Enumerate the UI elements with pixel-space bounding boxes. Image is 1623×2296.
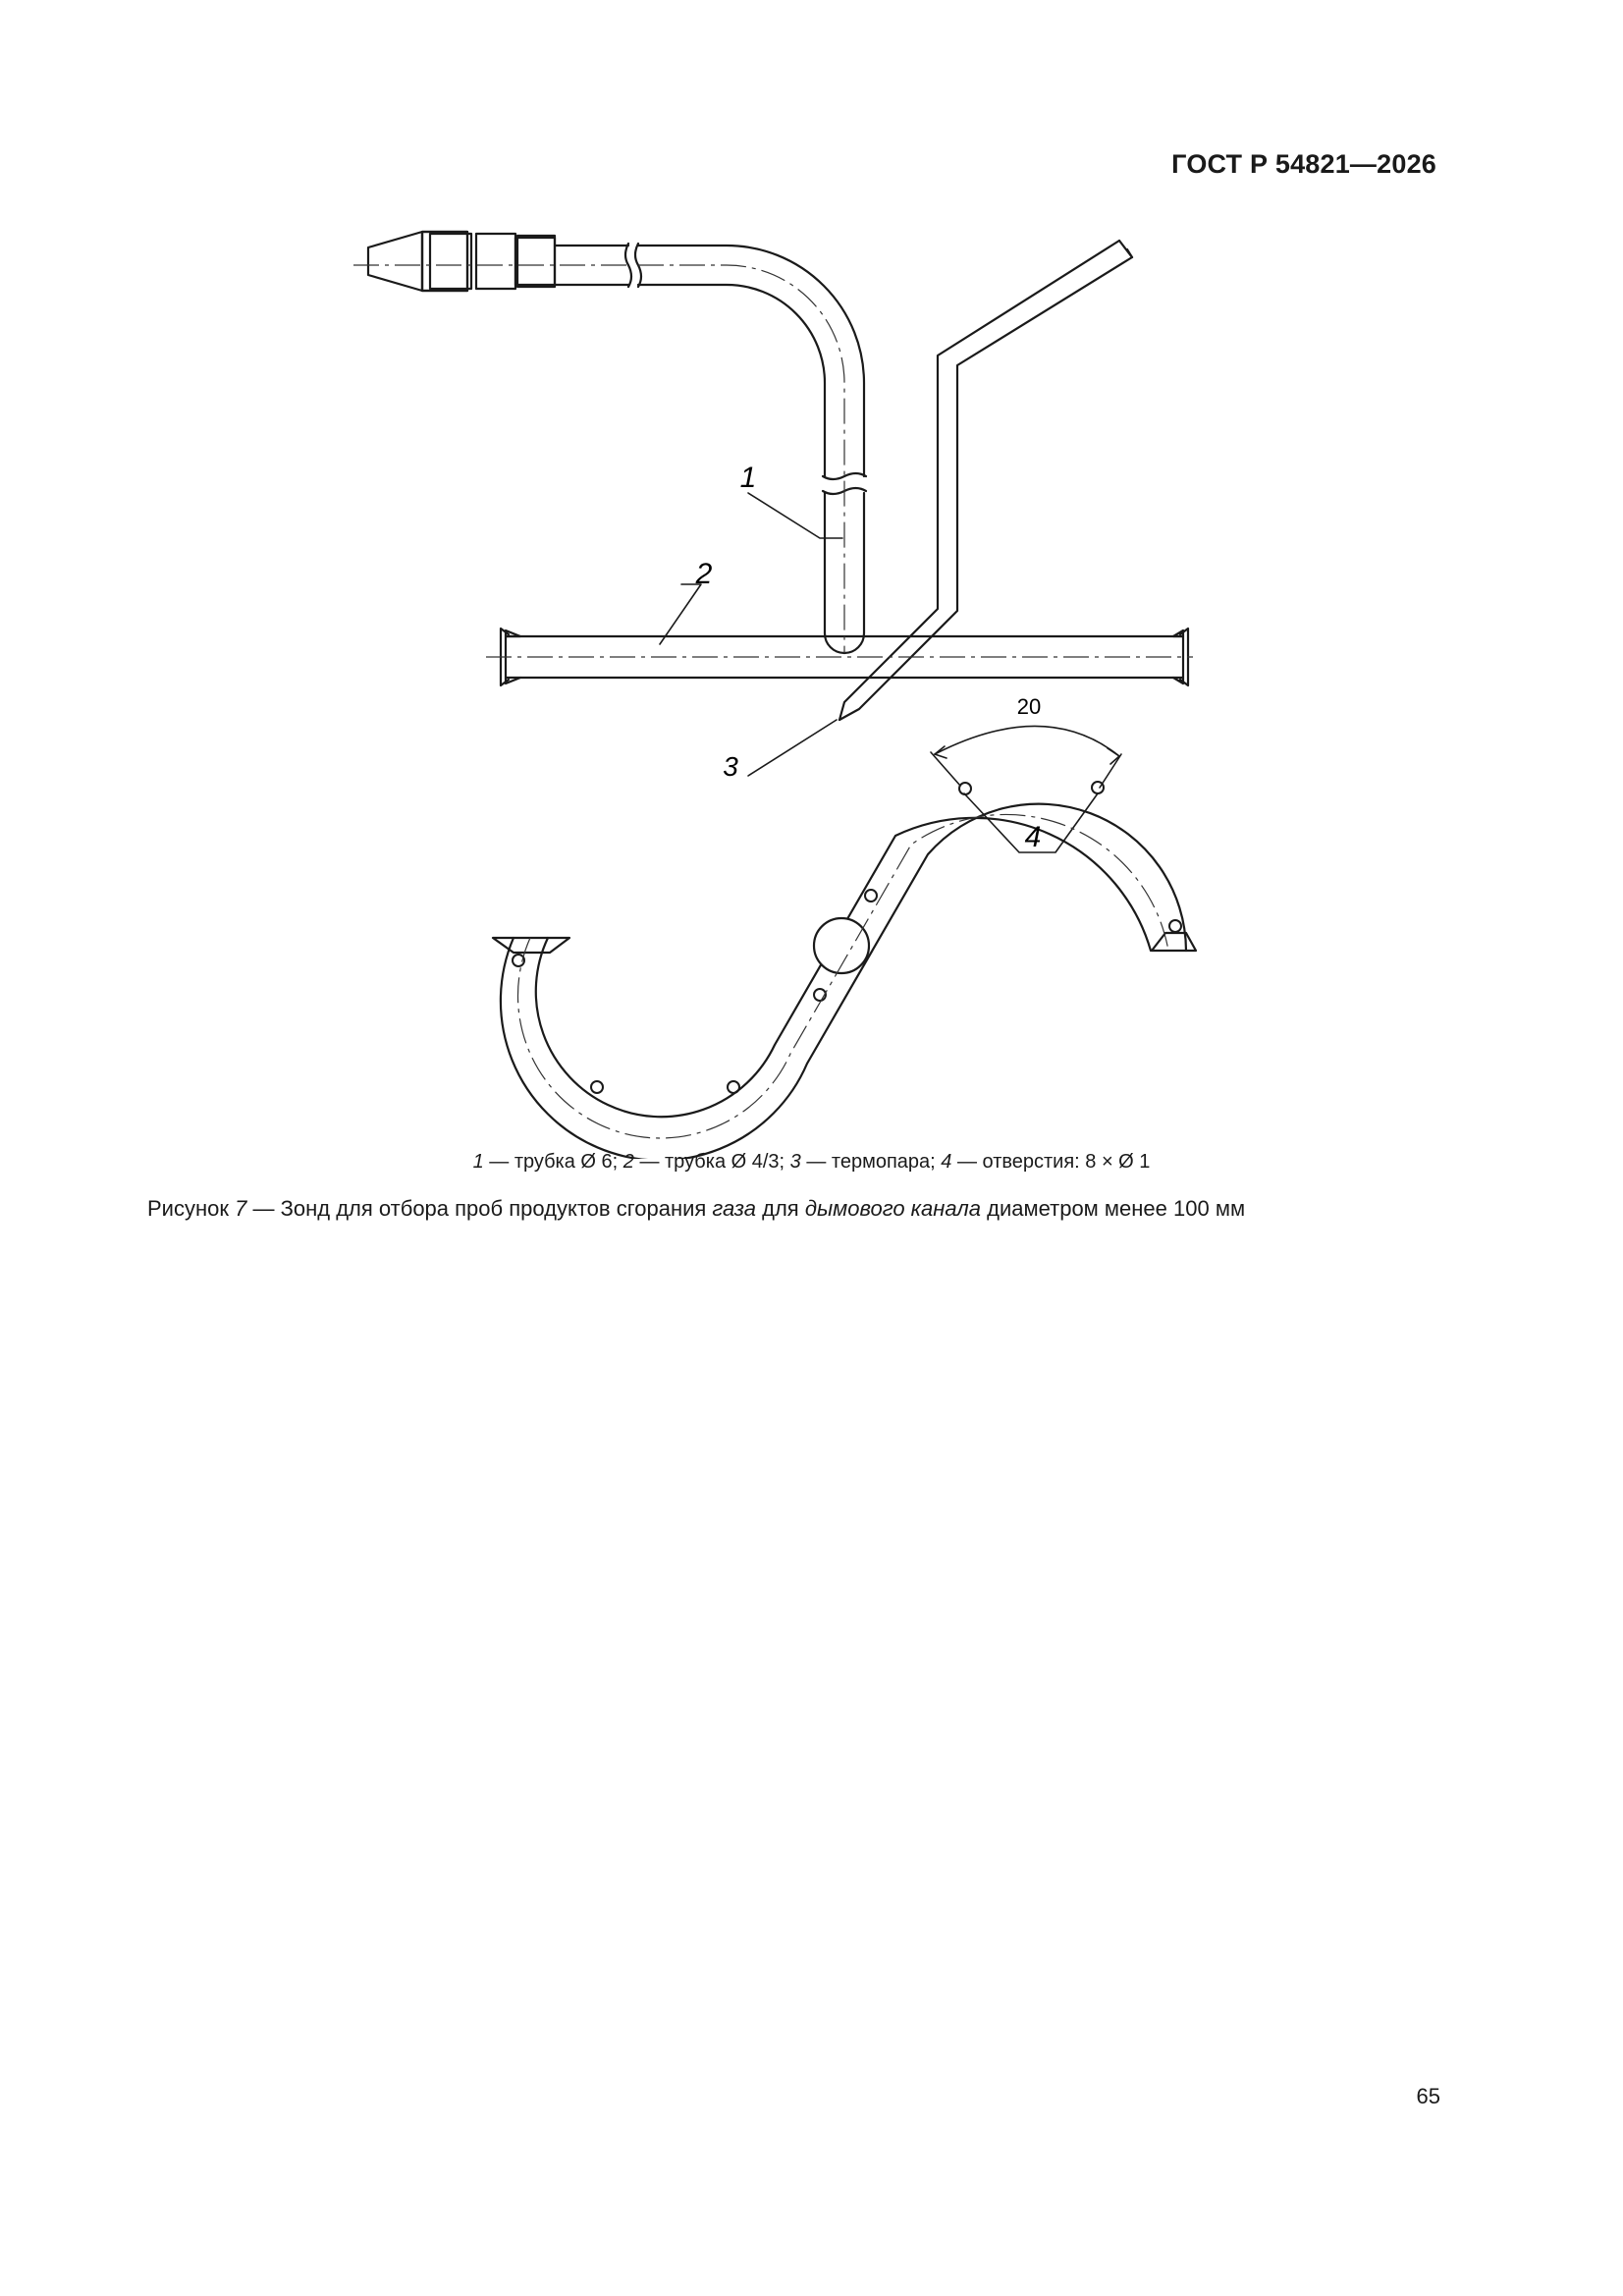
hose-connector: [368, 232, 555, 291]
tube-1: [555, 244, 866, 653]
legend-item-4: 4 — отверстия: 8 × Ø 1: [941, 1151, 1151, 1173]
legend-item-3: 3 — термопара;: [789, 1151, 942, 1173]
dimension-label: 20: [1016, 694, 1042, 719]
legend-item-2: 2 — трубка Ø 4/3;: [622, 1151, 790, 1173]
callout-4: 4: [1024, 821, 1042, 853]
s-probe: [493, 804, 1196, 1159]
callout-3: 3: [723, 751, 738, 782]
figure-legend: [0, 1151, 1623, 1174]
thermocouple: [839, 241, 1132, 720]
leaders: [660, 493, 1121, 852]
legend-item-1: 1 — трубка Ø 6;: [472, 1151, 623, 1173]
document-header: ГОСТ Р 54821—2026: [1171, 149, 1436, 179]
callout-2: 2: [695, 558, 713, 590]
page-number: 65: [1416, 2084, 1440, 2108]
callout-1: 1: [739, 462, 757, 494]
figure-caption: Рисунок 7 — Зонд для отбора проб продуктов сгорания газа для дымового канала диаметром менее 100 мм: [147, 1196, 1246, 1221]
